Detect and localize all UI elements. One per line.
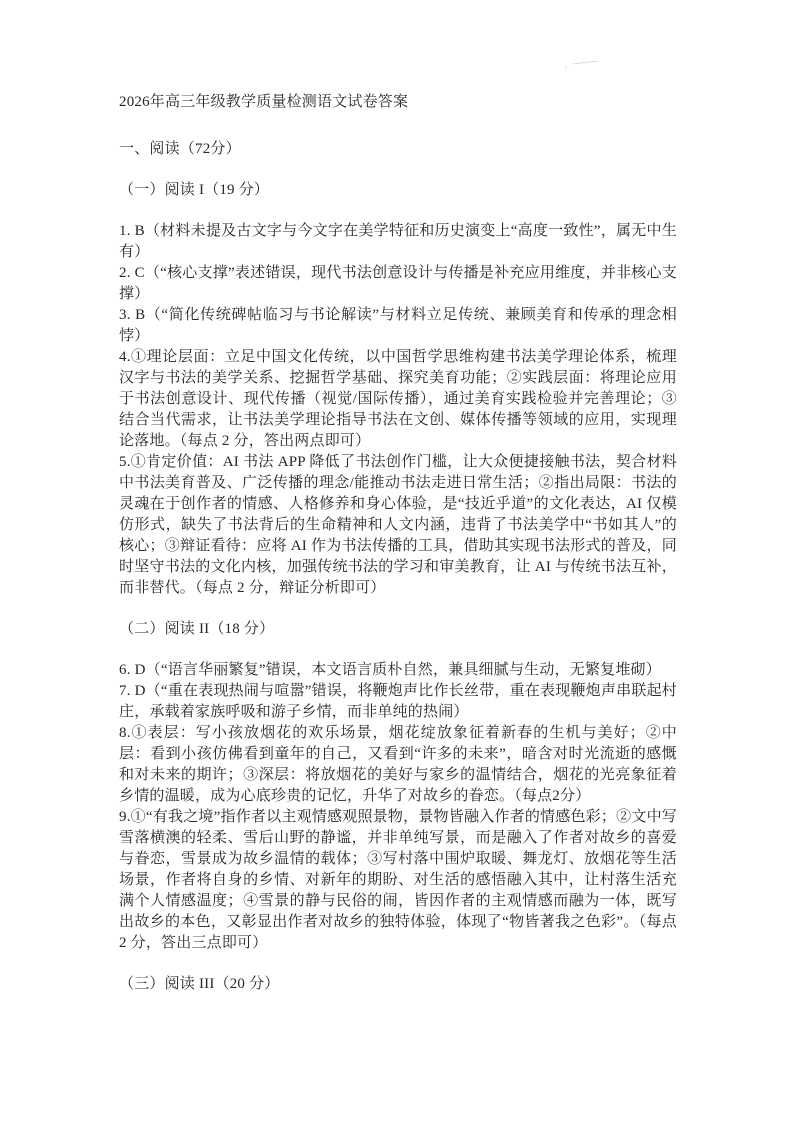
answer-item-9: 9.①“有我之境”指作者以主观情感观照景物，景物皆融入作者的情感色彩；②文中写雪落横澳的轻柔、雪后山野的静谧，并非单纯写景，而是融入了作者对故乡的喜爱与眷恋，雪景成为故乡温情的载体；③写村落中围炉取暖、舞龙灯、放烟花等生活场景，作者将自身的乡情、对新年的期盼、对生活的感悟融入其中，让村落生活充满个人情感温度；④雪景的静与民俗的闹，皆因作者的主观情感而融为一体，既写出故乡的本色，又彰显出作者对故乡的独特体验，体现了“物皆著我之色彩”。（每点 2 分，答出三点即可）: [119, 809, 677, 951]
answer-item-3: 3. B（“简化传统碑帖临习与书论解读”与材料立足传统、兼顾美育和传承的理念相悖）: [119, 307, 677, 344]
answer-item-5: 5.①肯定价值：AI 书法 APP 降低了书法创作门槛，让大众便捷接触书法，契合材料中书法美育普及、广泛传播的理念/能推动书法走进日常生活；②指出局限：书法的灵魂在于创作者的情感、人格修养和身心体验，是“技近乎道”的文化表达，AI 仅模仿形式，缺失了书法背后的生命精神和人文内涵，违背了书法美学中“书如其人”的核心；③辩证看待：应将 AI 作为书法传播的工具，借助其实现书法形式的普及，同时坚守书法的文化内核，加强传统书法的学习和审美教育，让 AI 与传统书法互补，而非替代。（每点 2 分，辩证分析即可）: [119, 454, 677, 596]
doc-title: 2026年高三年级教学质量检测语文试卷答案: [119, 94, 409, 110]
part2-heading: （二）阅读 II（18 分）: [119, 621, 275, 637]
answer-item-7: 7. D（“重在表现热闹与喧嚣”错误，将鞭炮声比作长丝带，重在表现鞭炮声串联起村庄，承载着家族呼吸和游子乡情，而非单纯的热闹）: [119, 683, 677, 720]
part1-heading: （一）阅读 I（19 分）: [119, 182, 270, 198]
answer-item-1: 1. B（材料未提及古文字与今文字在美学特征和历史演变上“高度一致性”，属无中生有）: [119, 223, 677, 260]
answer-item-6: 6. D（“语言华丽繁复”错误，本文语言质朴自然，兼具细腻与生动，无繁复堆砌）: [119, 662, 661, 678]
answer-item-8: 8.①表层：写小孩放烟花的欢乐场景，烟花绽放象征着新春的生机与美好；②中层：看到小孩仿佛看到童年的自己，又看到“许多的未来”，暗含对时光流逝的感慨和对未来的期许；③深层：将放烟花的美好与家乡的温情结合，烟花的光亮象征着乡情的温暖，成为心底珍贵的记忆，升华了对故乡的眷恋。（每点2分）: [119, 725, 677, 804]
section-heading-reading: 一、阅读（72分）: [119, 141, 241, 157]
scan-artifact: [573, 61, 599, 70]
answer-item-4: 4.①理论层面：立足中国文化传统，以中国哲学思维构建书法美学理论体系，梳理汉字与书法的美学关系、挖掘哲学基础、探究美育功能；②实践层面：将理论应用于书法创意设计、现代传播（视觉/国际传播），通过美育实践检验并完善理论；③结合当代需求，让书法美学理论指导书法在文创、媒体传播等领域的应用，实现理论落地。（每点 2 分，答出两点即可）: [119, 349, 677, 449]
answer-item-2: 2. C（“核心支撑”表述错误，现代书法创意设计与传播是补充应用维度，并非核心支撑）: [119, 265, 677, 302]
part3-heading: （三）阅读 III（20 分）: [119, 976, 280, 992]
